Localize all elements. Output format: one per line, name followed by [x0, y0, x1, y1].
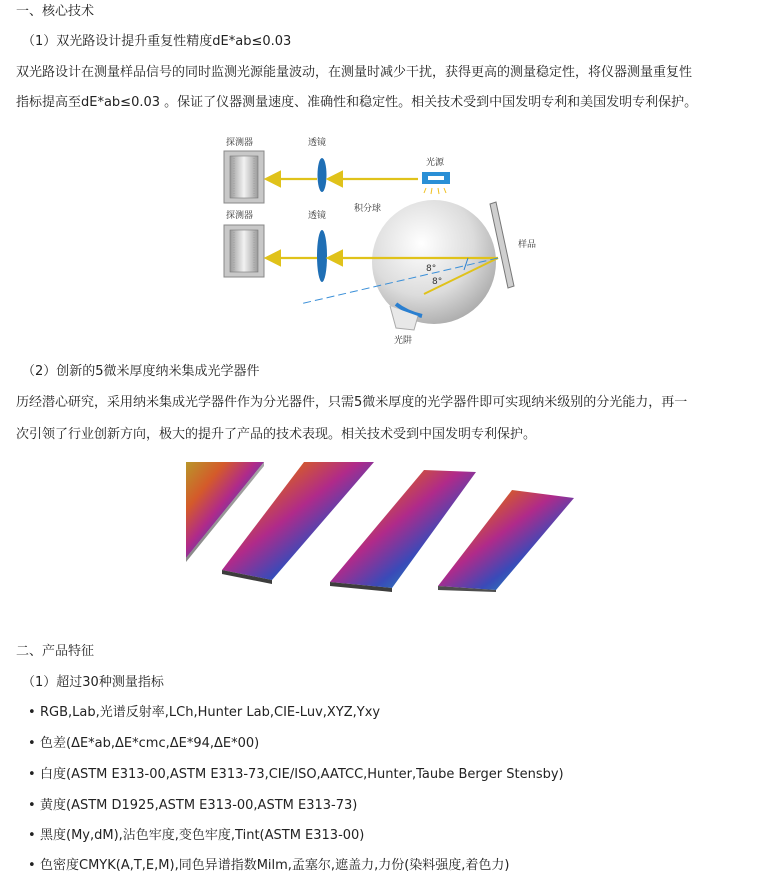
list-item: • 黑度(My,dM),沾色牢度,变色牢度,Tint(ASTM E313-00)	[28, 828, 365, 843]
light-source-label: 光源	[426, 158, 445, 168]
lens-label-1: 透镜	[308, 138, 327, 148]
nano-optical-device-image	[186, 462, 576, 592]
detector-1	[224, 151, 264, 203]
angle-label-2: 8°	[432, 277, 443, 287]
section-heading-features: 二、产品特征	[16, 644, 95, 659]
detector-label-1: 探测器	[226, 138, 254, 148]
integrating-sphere-label: 积分球	[354, 204, 382, 214]
list-item: • 色密度CMYK(A,T,E,M),同色异谱指数Milm,孟塞尔,遮盖力,力份(染料强度,着色力)	[28, 858, 510, 873]
paragraph-dual-path-line2: 指标提高至dE*ab≤0.03 。保证了仪器测量速度、准确性和稳定性。相关技术受到中国发明专利和美国发明专利保护。	[16, 95, 698, 110]
paragraph-nano-optics-line1: 历经潜心研究，采用纳米集成光学器件作为分光器件，只需5微米厚度的光学器件即可实现纳米级别的分光能力，再一	[16, 395, 688, 410]
subheading-nano-optics: （2）创新的5微米厚度纳米集成光学器件	[22, 364, 260, 379]
lens-label-2: 透镜	[308, 211, 327, 221]
subheading-30-indices: （1）超过30种测量指标	[22, 675, 164, 690]
list-item: • RGB,Lab,光谱反射率,LCh,Hunter Lab,CIE-Luv,XYZ,Yxy	[28, 705, 381, 720]
list-item: • 黄度(ASTM D1925,ASTM E313-00,ASTM E313-73)	[28, 798, 358, 813]
dual-path-optical-diagram	[214, 134, 554, 348]
optical-strip-4	[438, 490, 574, 590]
paragraph-dual-path-line1: 双光路设计在测量样品信号的同时监测光源能量波动，在测量时减少干扰，获得更高的测量稳定性，将仪器测量重复性	[16, 65, 693, 80]
light-trap-label: 光阱	[394, 336, 413, 346]
lens-2	[317, 230, 327, 282]
lens-1	[318, 158, 327, 192]
light-source	[422, 172, 450, 194]
list-item: • 白度(ASTM E313-00,ASTM E313-73,CIE/ISO,AATCC,Hunter,Taube Berger Stensby)	[28, 767, 564, 782]
integrating-sphere	[372, 200, 496, 324]
sample-label: 样品	[518, 240, 537, 250]
section-heading-core-tech: 一、核心技术	[16, 4, 95, 19]
subheading-dual-path: （1）双光路设计提升重复性精度dE*ab≤0.03	[22, 34, 292, 49]
paragraph-nano-optics-line2: 次引领了行业创新方向，极大的提升了产品的技术表现。相关技术受到中国发明专利保护。	[16, 427, 537, 442]
detector-label-2: 探测器	[226, 211, 254, 221]
list-item: • 色差(ΔE*ab,ΔE*cmc,ΔE*94,ΔE*00)	[28, 736, 260, 751]
detector-2	[224, 225, 264, 277]
angle-label-1: 8°	[426, 264, 437, 274]
